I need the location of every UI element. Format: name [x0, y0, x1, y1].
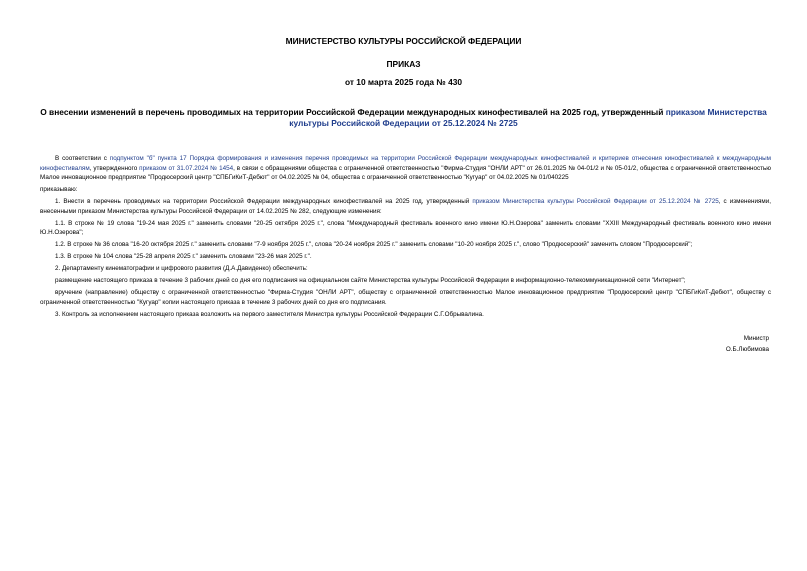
item-1-text-1: 1. Внести в перечень проводимых на территории Российской Федерации международных кинофестивалей на 2025 год, утвержденный: [55, 198, 473, 205]
preamble-text-1: В соответствии с: [55, 155, 110, 162]
item-1-text-2: , с изменениями, внесенными приказом Министерства культуры Российской Федерации от 14.02.2025 № 282, следующие изменения:: [40, 198, 771, 215]
item-1-2-paragraph: 1.2. В строке № 36 слова "16-20 октября 2025 г." заменить словами "7-9 ноября 2025 г.", слова "20-24 ноября 2025 г." заменить словами "10-20 ноября 2025 г.", слово "Продюсерский" заменить словом "Продюсерский";: [55, 241, 693, 248]
prikazyvayu-line: приказываю:: [40, 186, 78, 193]
preamble-link-order[interactable]: приказом от 31.07.2024 № 1454: [139, 164, 234, 172]
item-3-paragraph: 3. Контроль за исполнением настоящего приказа возложить на первого заместителя Министра культуры Российской Федерации С.Г.Обрывалина.: [55, 310, 484, 318]
document-title: [40, 107, 767, 129]
ministry-heading: МИНИСТЕРСТВО КУЛЬТУРЫ РОССИЙСКОЙ ФЕДЕРАЦИИ: [285, 36, 522, 46]
title-text: О внесении изменений в перечень проводимых на территории Российской Федерации международных кинофестивалей на 2025 год, утвержденный: [40, 107, 666, 117]
document-body: [40, 154, 771, 322]
item-1-paragraph: [40, 197, 771, 216]
signatory-name: О.Б.Любимова: [725, 346, 769, 353]
item-2-delivery-paragraph: вручение (направление) обществу с ограниченной ответственностью "Фирма-Студия "ОНЛИ АРТ", обществу с ограниченной ответственностью Малое инновационное предприятие "Продюсерский центр "СПБГиКиТ-Дебют", обществу с ограниченной ответственностью "Кугуар" копии настоящего приказа в течение 3 рабочих дней со дня его подписания.: [40, 289, 771, 306]
document-type-heading: ПРИКАЗ: [386, 59, 421, 69]
item-1-1-paragraph: 1.1. В строке № 19 слова "19-24 мая 2025 г." заменить словами "20-25 октября 2025 г.", слова "Международный фестиваль военного кино имени Ю.Н.Озерова" заменить словами "XXIII Международный фестиваль военного кино имени Ю.Н.Озерова";: [40, 219, 771, 236]
item-2-paragraph: 2. Департаменту кинематографии и цифрового развития (Д.А.Давиденко) обеспечить:: [55, 265, 308, 272]
preamble-text-2: , утвержденного: [89, 164, 140, 172]
preamble-text-3: , в связи с обращениями общества с ограниченной ответственностью "Фирма-Студия "ОНЛИ АРТ" от 26.01.2025 № 04-01/2 и № 05-01/2, общества с ограниченной ответственностью Малое инновационное предприятие "Продюсерский центр "СПБГиКиТ-Дебют" от 04.02.2025 № 04, общества с ограниченной ответственностью "Кугуар" от 04.02.2025 № 01/040225: [40, 164, 771, 181]
item-2-publication-paragraph: размещение настоящего приказа в течение 3 рабочих дней со дня его подписания на официальном сайте Министерства культуры Российской Федерации в информационно-телекоммуникационной сети "Интернет";: [55, 277, 686, 284]
item-1-3-paragraph: 1.3. В строке № 104 слова "25-28 апреля 2025 г." заменить словами "23-26 мая 2025 г.".: [55, 253, 312, 260]
date-number-heading: от 10 марта 2025 года № 430: [344, 77, 463, 87]
signatory-position: Министр: [743, 335, 769, 342]
item-1-order-link[interactable]: приказом Министерства культуры Российской Федерации от 25.12.2024 № 2725: [472, 198, 719, 205]
title-order-link[interactable]: приказом Министерства культуры Российской Федерации от 25.12.2024 № 2725: [289, 107, 767, 128]
preamble-paragraph: [40, 154, 771, 183]
preamble-link-procedure[interactable]: подпунктом "б" пункта 17 Порядка формирования и изменения перечня проводимых на территории Российской Федерации международных кинофестивалей и критериев отнесения кинофестивалей к международным кинофестивалям: [40, 155, 771, 172]
